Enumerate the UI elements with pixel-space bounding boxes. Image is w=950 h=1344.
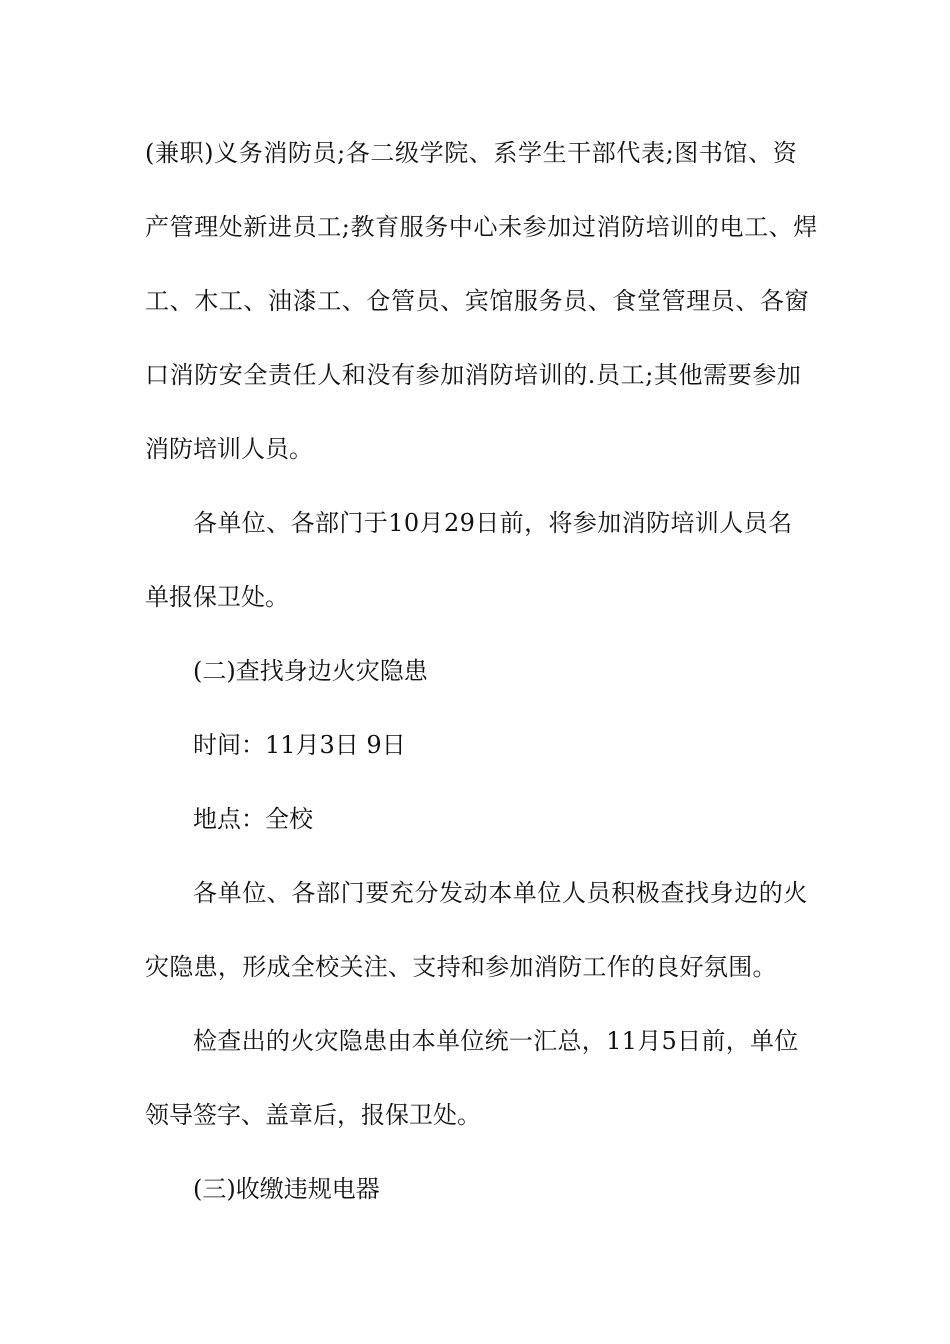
time-line: 时间：11月3日 9日 bbox=[193, 731, 406, 759]
paragraph-line: 各单位、各部门要充分发动本单位人员积极查找身边的火 bbox=[193, 879, 808, 907]
body-text-line: 口消防安全责任人和没有参加消防培训的.员工;其他需要参加 bbox=[145, 361, 802, 389]
body-text-line: (兼职)义务消防员;各二级学院、系学生干部代表;图书馆、资 bbox=[145, 139, 798, 167]
body-text-line: 灾隐患，形成全校关注、支持和参加消防工作的良好氛围。 bbox=[145, 953, 777, 981]
section-heading: (二)查找身边火灾隐患 bbox=[193, 657, 428, 685]
paragraph-line: 各单位、各部门于10月29日前，将参加消防培训人员名 bbox=[193, 509, 793, 537]
paragraph-line: 检查出的火灾隐患由本单位统一汇总，11月5日前，单位 bbox=[193, 1027, 799, 1055]
section-heading: (三)收缴违规电器 bbox=[193, 1175, 380, 1203]
body-text-line: 单报保卫处。 bbox=[145, 583, 289, 611]
body-text-line: 消防培训人员。 bbox=[145, 435, 313, 463]
body-text-line: 领导签字、盖章后，报保卫处。 bbox=[145, 1101, 481, 1129]
body-text-line: 工、木工、油漆工、仓管员、宾馆服务员、食堂管理员、各窗 bbox=[145, 287, 810, 315]
location-line: 地点：全校 bbox=[193, 805, 313, 833]
body-text-line: 产管理处新进员工;教育服务中心未参加过消防培训的电工、焊 bbox=[145, 213, 818, 241]
